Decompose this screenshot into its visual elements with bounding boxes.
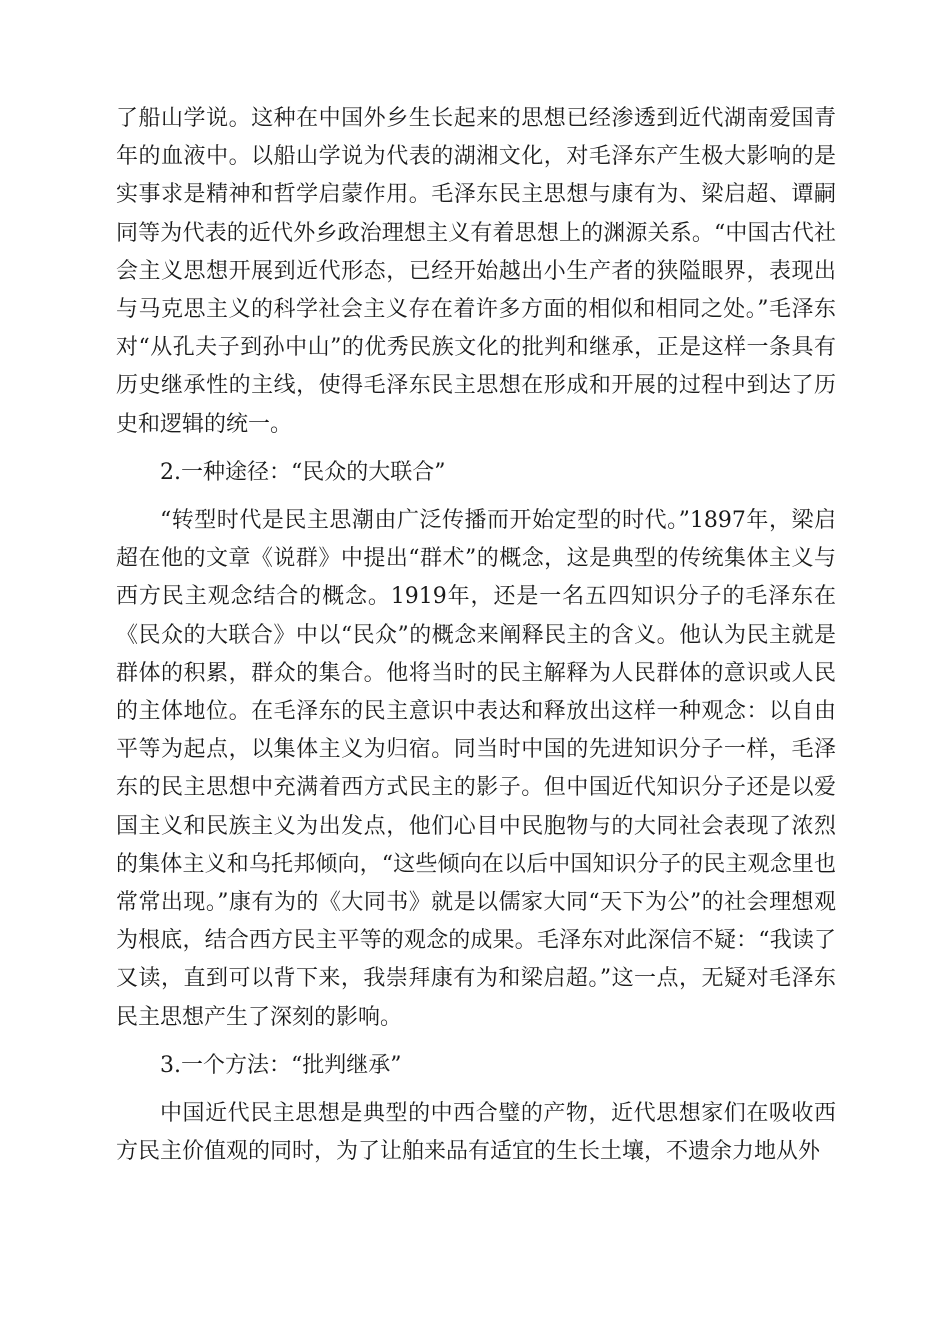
- paragraph-1: 了船山学说。这种在中国外乡生长起来的思想已经渗透到近代湖南爱国青年的血液中。以船山学说为代表的湖湘文化，对毛泽东产生极大影响的是实事求是精神和哲学启蒙作用。毛泽东民主思想与康有为、梁启超、谭嗣同等为代表的近代外乡政治理想主义有着思想上的渊源关系。“中国古代社会主义思想开展到近代形态，已经开始越出小生产者的狭隘眼界，表现出与马克思主义的科学社会主义存在着许多方面的相似和相同之处。”毛泽东对“从孔夫子到孙中山”的优秀民族文化的批判和继承，正是这样一条具有历史继承性的主线，使得毛泽东民主思想在形成和开展的过程中到达了历史和逻辑的统一。: [116, 106, 836, 437]
- document-page: [116, 100, 836, 1171]
- section-2-paragraph: “转型时代是民主思潮由广泛传播而开始定型的时代。”1897年，梁启超在他的文章《说群》中提出“群术”的概念，这是典型的传统集体主义与西方民主观念结合的概念。1919年，还是一名五四知识分子的毛泽东在《民众的大联合》中以“民众”的概念来阐释民主的含义。他认为民主就是群体的积累，群众的集合。他将当时的民主解释为人民群体的意识或人民的主体地位。在毛泽东的民主意识中表达和释放出这样一种观念：以自由平等为起点，以集体主义为归宿。同当时中国的先进知识分子一样，毛泽东的民主思想中充满着西方式民主的影子。但中国近代知识分子还是以爱国主义和民族主义为出发点，他们心目中民胞物与的大同社会表现了浓烈的集体主义和乌托邦倾向，“这些倾向在以后中国知识分子的民主观念里也常常出现。”康有为的《大同书》就是以儒家大同“天下为公”的社会理想观为根底，结合西方民主平等的观念的成果。毛泽东对此深信不疑：“我读了又读，直到可以背下来，我崇拜康有为和梁启超。”这一点，无疑对毛泽东民主思想产生了深刻的影响。: [116, 508, 836, 1030]
- section-2-heading: 2.一种途径：“民众的大联合”: [160, 459, 446, 485]
- section-3-heading: 3.一个方法：“批判继承”: [160, 1052, 402, 1078]
- section-3-paragraph: 中国近代民主思想是典型的中西合璧的产物，近代思想家们在吸收西方民主价值观的同时，为了让舶来品有适宜的生长土壤，不遗余力地从外: [116, 1101, 836, 1165]
